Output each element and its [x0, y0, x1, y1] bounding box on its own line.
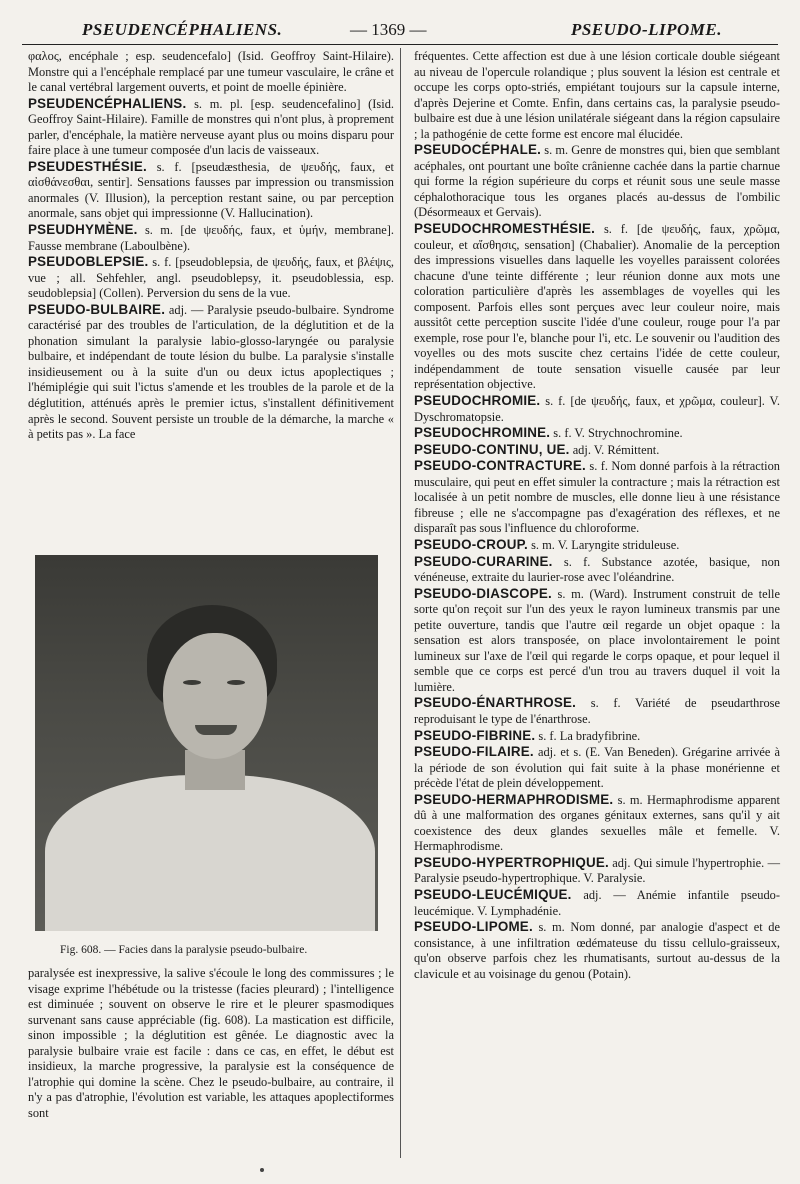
left-column: [28, 48, 394, 443]
entry: PSEUDO-HYPERTROPHIQUE. adj. Qui simule l'hypertrophie. — Paralysie pseudo-hypertrophique. V. Paralysie.: [414, 854, 780, 886]
headword: PSEUDO-HYPERTROPHIQUE.: [414, 854, 609, 870]
headword: PSEUDO-BULBAIRE.: [28, 301, 166, 317]
entry: φαλος, encéphale ; esp. seudencefalo] (Isid. Geoffroy Saint-Hilaire). Monstre qui a l'encéphale remplacé par une tumeur vasculaire, le crâne et le canal vertébral largement ouverts, et point de moelle épinière.: [28, 49, 394, 95]
entry: PSEUDO-CONTRACTURE. s. f. Nom donné parfois à la rétraction musculaire, qui peut en effet simuler la contracture ; mais la rétraction est localisée à un petit nombre de muscles, elle donne lieu à une résistance fibreuse ; elle ne s'accompagne pas d'exagération des réflexes, et ne disparaît pas sous l'influence du chloroforme.: [414, 458, 780, 536]
column-divider: [400, 48, 401, 1158]
entry: PSEUDO-CROUP. s. m. V. Laryngite striduleuse.: [414, 536, 680, 552]
headword: PSEUDHYMÈNE.: [28, 222, 138, 238]
headword: PSEUDO-CONTRACTURE.: [414, 458, 586, 474]
entry: PSEUDOBLEPSIE. s. f. [pseudoblepsia, de ψευδής, faux, et βλέψις, vue ; all. Sehfehler, angl. pseudoblepsy, it. pseudoblessia, esp. seudoblepsia] (Collen). Perversion du sens de la vue.: [28, 254, 394, 301]
entry: PSEUDHYMÈNE. s. m. [de ψευδής, faux, et ὑμήν, membrane]. Fausse membrane (Laboulbène).: [28, 222, 394, 253]
entry: PSEUDOCÉPHALE. s. m. Genre de monstres qui, bien que semblant acéphales, ont pourtant une boîte crânienne cachée dans la partie charnue qui forme la région supérieure du corps et réunit sous une seule masse céphalothoracique tous les organes placés au-dessus de l'ombilic (Désormeaux et Gervais).: [414, 142, 780, 220]
entry: PSEUDO-FILAIRE. adj. et s. (E. Van Beneden). Grégarine arrivée à la période de son évolution qui fait suite à la phase monérienne et précède l'état de plein développement.: [414, 744, 780, 791]
entry-continuation: paralysée est inexpressive, la salive s'écoule le long des commissures ; le visage exprime l'hébétude ou la tristesse (facies pleurard) ; l'intelligence est diminuée ; souvent on observe le rire et le pleurer spasmodiques survenant sans cause appréciable (fig. 608). La mastication est difficile, sinon impossible ; la déglutition est gênée. Le diagnostic avec la paralysie bulbaire vraie est facile : dans ce cas, en effet, le début est insidieux, la marche progressive, la paralysie est la conséquence de l'atrophie qui domine la scène. Chez le pseudo-bulbaire, au contraire, il n'y a pas d'atrophie, l'évolution est variable, les attaques apoplectiformes sont: [28, 966, 394, 1120]
entry: fréquentes. Cette affection est due à une lésion corticale double siégeant au niveau de l'opercule rolandique ; plus souvent la lésion est centrale et occupe les corps opto-striés, empiétant toujours sur la capsule interne, d'après Dejerine et Comte. Enfin, dans certains cas, la paralysie pseudo-bulbaire est due à une lésion unilatérale siégeant dans la région capsulaire ; la pathogénie de cette forme est encore mal élucidée.: [414, 49, 780, 141]
figure-photograph: [35, 555, 378, 931]
photo-mouth: [195, 725, 237, 735]
entry: PSEUDO-HERMAPHRODISME. s. m. Hermaphrodisme apparent dû à une malformation des organes génitaux externes, sans qu'il y ait coexistence des deux glandes sexuelles mâle et femelle. V. Hermaphrodisme.: [414, 791, 780, 854]
entry: PSEUDESTHÉSIE. s. f. [pseudæsthesia, de ψευδής, faux, et αἰσθάνεσθαι, sentir]. Sensations fausses par impression ou transmission anormales (V. Illusion), la perception restant saine, ou par perception anormale, sans objet qui impressionne (V. Hallucination).: [28, 158, 394, 221]
photo-body: [45, 775, 375, 931]
headword: PSEUDOCHROMIE.: [414, 393, 541, 409]
header-rule: [22, 44, 778, 45]
entry: PSEUDO-CONTINU, UE. adj. V. Rémittent.: [414, 441, 660, 457]
left-column-continued: [28, 966, 394, 1121]
entry: PSEUDOCHROMIE. s. f. [de ψευδής, faux, et χρῶμα, couleur]. V. Dyschromatopsie.: [414, 393, 780, 424]
headword: PSEUDENCÉPHALIENS.: [28, 95, 187, 111]
headword: PSEUDO-ÉNARTHROSE.: [414, 695, 577, 711]
headword: PSEUDO-CROUP.: [414, 536, 528, 552]
photo-face: [163, 633, 267, 759]
headword: PSEUDO-LIPOME.: [414, 919, 533, 935]
header-right-guide-word: PSEUDO-LIPOME.: [570, 20, 722, 39]
headword: PSEUDOCHROMESTHÉSIE.: [414, 221, 596, 237]
entry: PSEUDO-CURARINE. s. f. Substance azotée, basique, non vénéneuse, extraite du laurier-rose avec l'oléandrine.: [414, 553, 780, 585]
page-header: [20, 20, 780, 44]
headword: PSEUDO-FIBRINE.: [414, 727, 536, 743]
entry: PSEUDO-LEUCÉMIQUE. adj. — Anémie infantile pseudo-leucémique. V. Lymphadénie.: [414, 886, 780, 918]
right-column: [414, 48, 780, 982]
print-mark: [260, 1168, 264, 1172]
photo-eye: [183, 680, 201, 685]
entry: PSEUDOCHROMINE. s. f. V. Strychnochromine.: [414, 425, 683, 441]
entry: PSEUDO-LIPOME. s. m. Nom donné, par analogie d'aspect et de consistance, à une infiltration œdémateuse du tissu cellulo-graisseux, qu'on observe parfois chez les rhumatisants, surtout au-dessus de la clavicule et au voisinage du genou (Potain).: [414, 919, 780, 981]
headword: PSEUDOCHROMINE.: [414, 425, 551, 441]
photo-eye: [227, 680, 245, 685]
headword: PSEUDO-CONTINU, UE.: [414, 441, 570, 457]
entry: PSEUDENCÉPHALIENS. s. m. pl. [esp. seudencefalino] (Isid. Geoffroy Saint-Hilaire). Famille de monstres qui n'ont plus, à proprement parler, d'encéphale, la matière nerveuse ayant plus ou moins disparu pour faire place à une tumeur composée d'un lacis de vaisseaux.: [28, 95, 394, 158]
headword: PSEUDO-HERMAPHRODISME.: [414, 791, 614, 807]
entry: PSEUDO-DIASCOPE. s. m. (Ward). Instrument construit de telle sorte qu'on reçoit sur l'un des yeux le rayon lumineux transmis par une petite ouverture, tandis que l'autre œil regarde un objet opaque : la sensation est alors transposée, on place involontairement le point lumineux sur l'axe de l'œil qui regarde le corps opaque, et pour lequel il semble que ce corps est percé d'un trou au travers duquel il voit la lumière.: [414, 585, 780, 694]
page-number: — 1369 —: [350, 20, 427, 39]
entry: PSEUDO-BULBAIRE. adj. — Paralysie pseudo-bulbaire. Syndrome caractérisé par des troubles de l'articulation, de la déglutition et de la phonation simulant la paralysie labio-glosso-laryngée ou paralysie bulbaire, et indépendant de toute lésion du bulbe. La paralysie s'installe insidieusement ou à la suite d'un ou deux ictus apoplectiques ; l'hémiplégie qui suit l'ictus s'amende et les troubles de la parole et de la déglutition, atténués après le premier ictus, s'installent définitivement après le second. Souvent persiste un trouble de la démarche, la marche « à petits pas ». La face: [28, 301, 394, 442]
headword: PSEUDO-LEUCÉMIQUE.: [414, 886, 572, 902]
figure-caption: Fig. 608. — Facies dans la paralysie pseudo-bulbaire.: [60, 944, 308, 956]
headword: PSEUDOBLEPSIE.: [28, 254, 149, 270]
headword: PSEUDESTHÉSIE.: [28, 158, 147, 174]
headword: PSEUDOCÉPHALE.: [414, 142, 542, 158]
header-left-guide-word: PSEUDENCÉPHALIENS.: [82, 20, 283, 39]
entry: PSEUDO-ÉNARTHROSE. s. f. Variété de pseudarthrose reproduisant le type de l'énarthrose.: [414, 695, 780, 726]
headword: PSEUDO-DIASCOPE.: [414, 585, 552, 601]
headword: PSEUDO-CURARINE.: [414, 553, 553, 569]
entry: PSEUDOCHROMESTHÉSIE. s. f. [de ψευδής, faux, χρῶμα, couleur, et αἴσθησις, sensation] (Chabalier). Anomalie de la perception des impressions visuelles dans laquelle les voyelles paraissent colorées chacune d'une teinte différente ; leur réunion donne aux mots une coloration particulière d'après les assemblages de voyelles qui les composent. Parfois elles sont perçues avec leur couleur noire, mais aussitôt cette perception suscite l'idée d'une couleur, rouge pour l'a par exemple, rose pour l'e, blanche pour l'i, etc. Le souvenir ou l'audition des voyelles ou des mots suscite chez certains l'idée de cette couleur, indépendamment de toute sensation visuelle causée par leur représentation objective.: [414, 221, 780, 392]
headword: PSEUDO-FILAIRE.: [414, 744, 534, 760]
entry: PSEUDO-FIBRINE. s. f. La bradyfibrine.: [414, 727, 641, 743]
